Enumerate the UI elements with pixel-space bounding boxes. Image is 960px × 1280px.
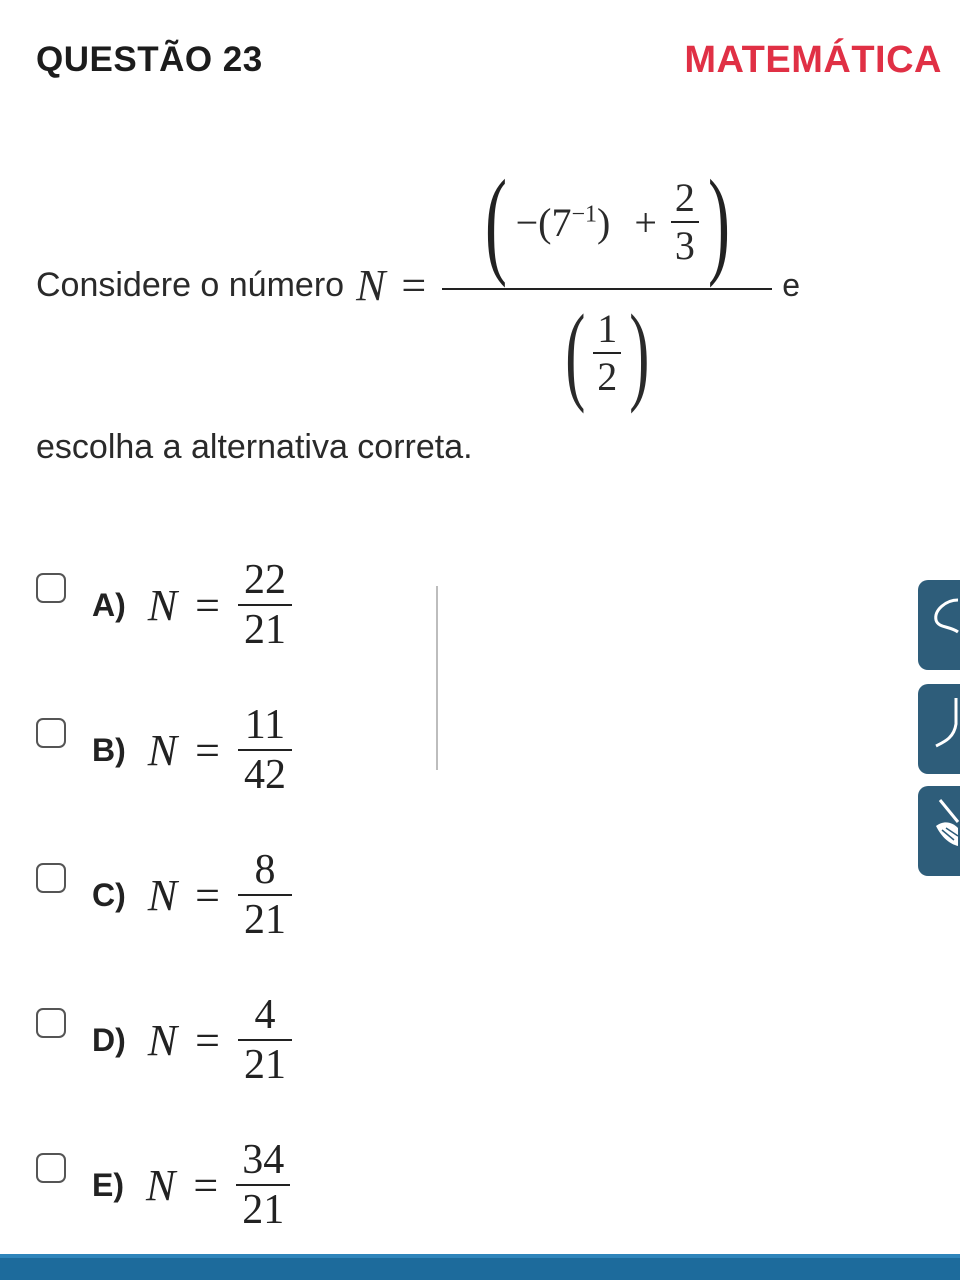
subject-label: MATEMÁTICA [684, 38, 942, 81]
numerator-fraction-den: 3 [674, 223, 695, 268]
side-tool-tab-1[interactable] [918, 580, 960, 670]
option-denominator: 21 [242, 1187, 285, 1233]
formula [356, 155, 772, 414]
statement-prefix: Considere o número [36, 265, 345, 304]
option-denominator: 21 [243, 897, 286, 943]
option-fraction [238, 701, 292, 800]
question-header [36, 36, 942, 84]
denominator-fraction [593, 308, 621, 398]
question-number: QUESTÃO 23 [36, 40, 263, 79]
ruler-curve-icon [918, 684, 960, 774]
option-formula: N = $\frac{8}{21}$ [148, 846, 292, 945]
option-numerator: 22 [243, 556, 286, 603]
statement-instruction: escolha a alternativa correta. [36, 428, 473, 466]
option-formula: N = $\frac{4}{21}$ [148, 991, 292, 1090]
option-numerator: 34 [242, 1136, 285, 1183]
option-b[interactable] [36, 690, 416, 810]
numerator-plus: + [634, 199, 657, 245]
eraser-icon [918, 786, 960, 876]
option-d[interactable] [36, 980, 416, 1100]
option-fraction [236, 1136, 290, 1235]
statement-suffix: e [782, 266, 801, 303]
numerator-fraction-num: 2 [674, 175, 695, 220]
denominator-fraction-num: 1 [597, 306, 618, 351]
option-formula: N = $\frac{11}{42}$ [148, 701, 292, 800]
denominator-fraction-den: 2 [597, 354, 618, 399]
option-letter: A) [92, 586, 126, 623]
option-fraction [238, 556, 292, 655]
formula-numerator: ( $-(7^{-1})$ + $\frac{2}{3}$ ) [484, 155, 730, 288]
formula-main-fraction [442, 155, 772, 414]
option-fraction [238, 846, 292, 945]
option-letter: D) [92, 1021, 126, 1058]
option-e-checkbox[interactable] [36, 1153, 66, 1183]
option-fraction [238, 991, 292, 1090]
formula-variable: N [356, 260, 386, 310]
numerator-term: −(7 [515, 199, 572, 245]
option-formula: N = $\frac{34}{21}$ [146, 1136, 290, 1235]
formula-equals: = [401, 260, 427, 310]
option-b-checkbox[interactable] [36, 718, 66, 748]
side-tool-tab-3[interactable] [918, 786, 960, 876]
option-a[interactable] [36, 545, 416, 665]
option-letter: B) [92, 731, 126, 768]
option-d-checkbox[interactable] [36, 1008, 66, 1038]
option-a-checkbox[interactable] [36, 573, 66, 603]
option-numerator: 8 [254, 846, 276, 893]
question-statement [36, 145, 800, 425]
pencil-curve-icon [918, 580, 960, 670]
option-c[interactable] [36, 835, 416, 955]
option-e[interactable] [36, 1125, 416, 1245]
option-formula: N = $\frac{22}{21}$ [148, 556, 292, 655]
numerator-fraction [671, 177, 699, 267]
option-denominator: 42 [243, 752, 286, 798]
option-c-checkbox[interactable] [36, 863, 66, 893]
option-letter: E) [92, 1166, 124, 1203]
formula-denominator: ( $\frac{1}{2}$ ) [564, 292, 650, 414]
side-tool-tab-2[interactable] [918, 684, 960, 774]
option-letter: C) [92, 876, 126, 913]
numerator-exponent: −1 [571, 201, 598, 228]
option-denominator: 21 [243, 1042, 286, 1088]
vertical-divider [436, 586, 438, 770]
option-numerator: 4 [254, 991, 276, 1038]
bottom-bar [0, 1254, 960, 1280]
numerator-term-close: ) [597, 199, 611, 245]
option-denominator: 21 [243, 607, 286, 653]
option-numerator: 11 [244, 701, 286, 748]
